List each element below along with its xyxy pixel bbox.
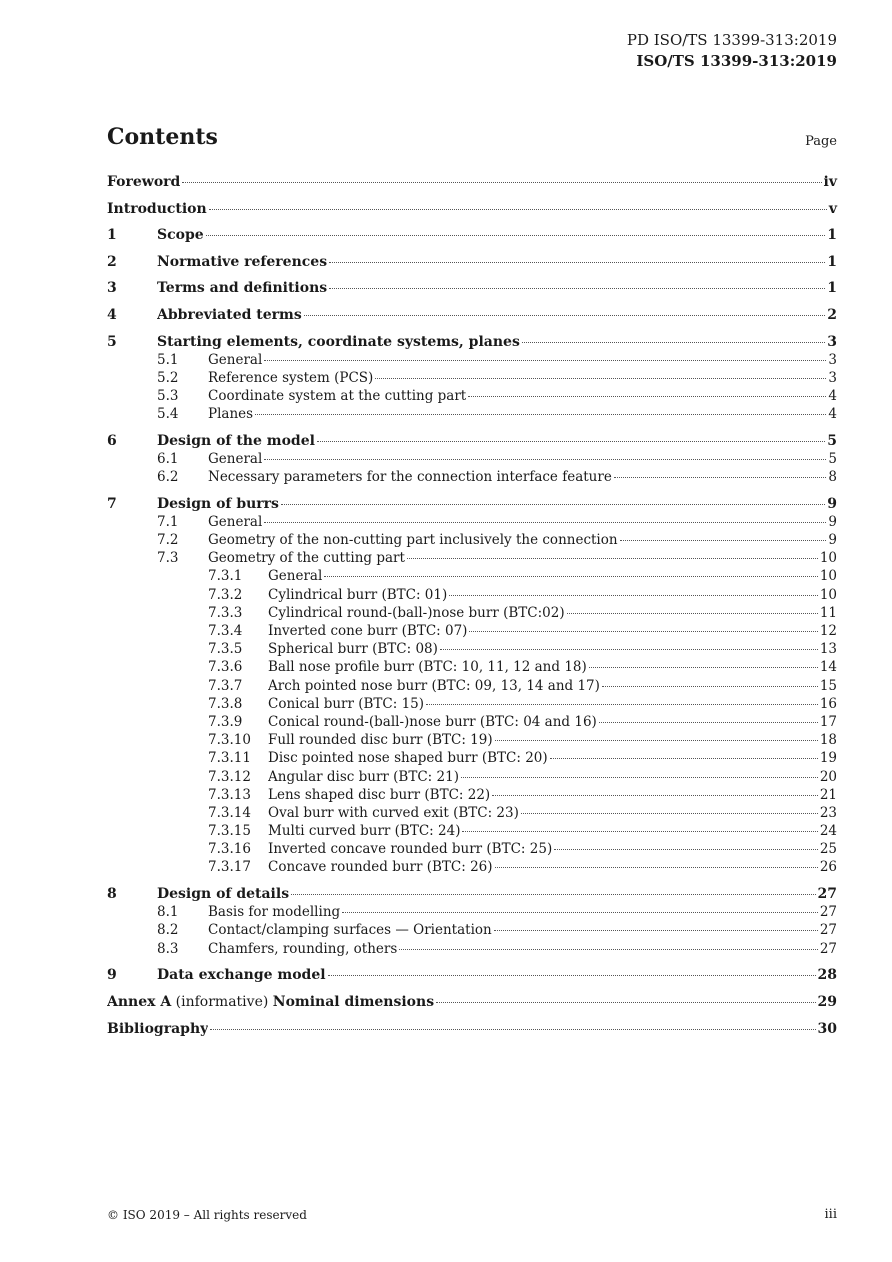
toc-entry-title: Necessary parameters for the connection interface feature [208, 469, 612, 486]
toc-leader-dots [469, 631, 817, 632]
toc-leader-dots [182, 182, 821, 183]
toc-entry-number: 1 [107, 227, 117, 244]
toc-entry-number: 8 [107, 886, 117, 903]
toc-leader-dots [602, 686, 818, 687]
toc-entry[interactable] [107, 605, 837, 623]
footer-copyright: © ISO 2019 – All rights reserved [107, 1208, 307, 1222]
toc-entry-label [268, 568, 322, 584]
toc-entry[interactable] [107, 805, 837, 823]
toc-entry-title: Conical burr (BTC: 15) [268, 695, 425, 712]
toc-leader-dots [281, 504, 825, 505]
toc-entry-label [157, 496, 279, 512]
toc-entry-page: 17 [819, 713, 837, 730]
toc-entry-title: Cylindrical burr (BTC: 01) [268, 586, 448, 603]
toc-entry-page: 11 [819, 604, 837, 621]
toc-entry-label [268, 823, 460, 839]
toc-entry-title: Lens shaped disc burr (BTC: 22) [268, 786, 491, 803]
toc-leader-dots [426, 704, 818, 705]
toc-entry-number: 8.1 [157, 904, 179, 921]
toc-entry-title: Inverted concave rounded burr (BTC: 25) [268, 841, 553, 858]
toc-entry-title: Terms and definitions [157, 280, 328, 297]
toc-entry-page: 20 [819, 768, 837, 785]
toc-entry[interactable] [107, 623, 837, 641]
toc-leader-dots [399, 949, 818, 950]
toc-entry-page: 27 [817, 886, 837, 903]
toc-entry-page: 4 [828, 406, 837, 423]
page-column-label: Page [805, 134, 837, 149]
toc-entry-label [268, 732, 493, 748]
toc-entry-title: General [208, 513, 263, 530]
toc-entry-number: 7.3.13 [208, 786, 251, 803]
toc-entry[interactable] [107, 750, 837, 768]
toc-entry-page: 26 [819, 859, 837, 876]
toc-entry-page: 3 [828, 369, 837, 386]
toc-leader-dots [449, 595, 818, 596]
toc-entry[interactable] [107, 254, 837, 272]
toc-entry-number: 4 [107, 306, 117, 323]
toc-entry-number: 8.2 [157, 922, 179, 939]
toc-entry-label [268, 641, 438, 657]
toc-entry-page: 10 [819, 550, 837, 567]
toc-entry-page: 29 [817, 993, 837, 1010]
toc-entry-number: 7.3.5 [208, 641, 243, 658]
toc-entry[interactable] [107, 859, 837, 877]
toc-entry-page: 9 [827, 495, 837, 512]
toc-entry-label [208, 904, 340, 920]
toc-entry[interactable] [107, 406, 837, 424]
toc-leader-dots [461, 777, 818, 778]
toc-entry-label [268, 859, 493, 875]
toc-leader-dots [614, 477, 827, 478]
toc-entry-number: 7.3.3 [208, 604, 243, 621]
toc-entry-label [157, 334, 520, 350]
toc-entry-title: General [208, 351, 263, 368]
toc-entry-page: 19 [819, 750, 837, 767]
toc-leader-dots [492, 795, 818, 796]
toc-entry-label [268, 714, 597, 730]
toc-entry[interactable] [107, 714, 837, 732]
toc-entry-title: Nominal dimensions [272, 993, 435, 1010]
toc-entry-title: Foreword [107, 174, 181, 190]
toc-entry-title: General [208, 450, 263, 467]
toc-leader-dots [210, 1029, 815, 1030]
toc-entry-label [268, 623, 467, 639]
toc-entry-label [208, 514, 262, 530]
toc-entry[interactable] [107, 587, 837, 605]
toc-leader-dots [462, 831, 817, 832]
toc-entry-title: Cylindrical round-(ball-)nose burr (BTC:02) [268, 604, 565, 621]
table-of-contents [107, 174, 837, 1039]
toc-entry-label [157, 967, 326, 983]
toc-entry-page: 28 [817, 967, 837, 984]
toc-leader-dots [264, 522, 826, 523]
toc-entry-number: 7.3.9 [208, 713, 243, 730]
toc-entry-page: 1 [827, 280, 837, 297]
toc-entry-number: 7.3.15 [208, 823, 251, 840]
toc-entry-title: Oval burr with curved exit (BTC: 23) [268, 804, 519, 821]
toc-entry[interactable] [107, 994, 837, 1012]
toc-entry-label [268, 659, 587, 675]
toc-entry-number: 7.3.2 [208, 586, 243, 603]
toc-entry-label [107, 1021, 208, 1037]
toc-entry-page: 1 [827, 253, 837, 270]
toc-entry[interactable] [107, 433, 837, 451]
toc-leader-dots [494, 930, 818, 931]
toc-entry-label [268, 841, 552, 857]
toc-entry-title: Spherical burr (BTC: 08) [268, 641, 438, 658]
toc-entry-number: 6.1 [157, 450, 179, 467]
toc-entry-label [157, 280, 327, 296]
toc-entry[interactable] [107, 696, 837, 714]
toc-entry-title: Introduction [107, 200, 207, 217]
toc-entry-label [208, 922, 492, 938]
toc-entry-title: Inverted cone burr (BTC: 07) [268, 623, 468, 639]
toc-leader-dots [567, 613, 818, 614]
toc-entry-annex-type: (informative) [171, 993, 273, 1010]
toc-entry-title: Normative references [157, 253, 328, 270]
toc-entry-title: Full rounded disc burr (BTC: 19) [268, 732, 493, 749]
toc-entry-title: Data exchange model [157, 967, 326, 984]
toc-entry-title: Coordinate system at the cutting part [208, 387, 467, 404]
toc-leader-dots [304, 315, 826, 316]
toc-entry-label [268, 696, 424, 712]
toc-entry-label [208, 941, 397, 957]
toc-entry[interactable] [107, 967, 837, 985]
toc-entry-label [107, 174, 180, 190]
toc-entry-number: 7.3.16 [208, 841, 251, 858]
toc-entry-page: v [828, 200, 837, 217]
toc-entry-label [208, 451, 262, 467]
header-line-1: PD ISO/TS 13399-313:2019 [626, 31, 837, 49]
toc-entry-number: 7.3 [157, 550, 179, 567]
toc-entry-title: Chamfers, rounding, others [208, 940, 398, 957]
toc-entry-title: Starting elements, coordinate systems, planes [157, 333, 520, 350]
toc-leader-dots [495, 867, 818, 868]
toc-entry-number: 7.1 [157, 513, 179, 530]
toc-entry-title: Ball nose profile burr (BTC: 10, 11, 12 and 18) [268, 659, 587, 676]
toc-entry-page: 5 [828, 450, 837, 467]
toc-entry-page: 9 [828, 513, 837, 530]
toc-entry-title: Design of burrs [157, 495, 279, 512]
toc-entry-number: 7.3.4 [208, 623, 243, 639]
toc-entry-label [157, 433, 315, 449]
toc-entry-label [268, 750, 548, 766]
toc-entry[interactable] [107, 550, 837, 568]
toc-entry-page: 27 [819, 940, 837, 957]
toc-entry-page: 2 [827, 306, 837, 323]
toc-entry-page: 24 [819, 823, 837, 840]
toc-entry-title: Basis for modelling [208, 904, 341, 921]
toc-entry-number: 5.3 [157, 387, 179, 404]
toc-entry-title: Abbreviated terms [157, 306, 302, 323]
toc-entry[interactable] [107, 388, 837, 406]
toc-entry-number: 9 [107, 967, 117, 984]
toc-entry-page: 16 [819, 695, 837, 712]
toc-entry-title: Design of details [157, 886, 290, 903]
toc-entry[interactable] [107, 370, 837, 388]
toc-leader-dots [328, 975, 816, 976]
toc-entry-label [268, 787, 490, 803]
toc-entry-label [268, 605, 565, 621]
toc-entry-number: 7.3.7 [208, 677, 243, 694]
toc-leader-dots [521, 813, 818, 814]
toc-entry-number: 3 [107, 280, 117, 297]
toc-entry-page: 18 [819, 732, 837, 749]
toc-entry-title: Bibliography [107, 1020, 209, 1037]
toc-entry[interactable] [107, 174, 837, 192]
toc-entry-page: 25 [819, 841, 837, 858]
toc-entry-number: 6.2 [157, 469, 179, 486]
toc-entry-page: 15 [819, 677, 837, 694]
toc-entry-page: 12 [819, 623, 837, 639]
toc-entry-number: 5.1 [157, 351, 179, 368]
toc-entry-title: Scope [157, 227, 204, 244]
toc-leader-dots [329, 288, 825, 289]
toc-entry-title: Planes [208, 406, 254, 423]
toc-leader-dots [599, 722, 818, 723]
toc-entry-page: 4 [828, 387, 837, 404]
toc-entry[interactable] [107, 201, 837, 219]
toc-entry[interactable] [107, 568, 837, 586]
toc-entry-title: Design of the model [157, 432, 315, 449]
toc-entry[interactable] [107, 280, 837, 298]
toc-entry-number: 7.3.6 [208, 659, 243, 676]
toc-entry-page: 3 [828, 351, 837, 368]
toc-entry-number: 7.3.8 [208, 695, 243, 712]
toc-entry-number: 7.2 [157, 532, 179, 549]
toc-entry[interactable] [107, 769, 837, 787]
toc-entry-page: 9 [828, 532, 837, 549]
toc-entry-number: 2 [107, 253, 117, 270]
toc-entry-label [157, 307, 302, 323]
toc-leader-dots [620, 540, 827, 541]
toc-entry-title: Conical round-(ball-)nose burr (BTC: 04 and 16) [268, 713, 597, 730]
toc-entry-title: Disc pointed nose shaped burr (BTC: 20) [268, 750, 548, 767]
toc-entry-number: 6 [107, 432, 117, 449]
toc-entry-number: 7.3.17 [208, 859, 251, 876]
toc-entry-label [208, 352, 262, 368]
toc-entry-page: 14 [819, 659, 837, 676]
toc-entry-label [157, 254, 327, 270]
toc-entry-page: 23 [819, 804, 837, 821]
toc-entry-title: Geometry of the cutting part [208, 550, 405, 567]
toc-entry-label [107, 994, 434, 1010]
toc-entry-number: 7.3.11 [208, 750, 251, 767]
toc-entry[interactable] [107, 678, 837, 696]
toc-entry-label [208, 469, 612, 485]
toc-entry-page: 30 [817, 1020, 837, 1037]
toc-entry-title: Reference system (PCS) [208, 369, 374, 386]
toc-leader-dots [522, 342, 825, 343]
toc-leader-dots [317, 441, 825, 442]
toc-entry-number: 7.3.14 [208, 804, 251, 821]
toc-entry-label [268, 805, 519, 821]
toc-entry[interactable] [107, 496, 837, 514]
toc-entry[interactable] [107, 941, 837, 959]
toc-entry[interactable] [107, 532, 837, 550]
toc-entry[interactable] [107, 334, 837, 352]
toc-entry[interactable] [107, 787, 837, 805]
toc-entry-number: 5.4 [157, 406, 179, 423]
toc-entry-label [157, 227, 204, 243]
toc-entry-title: General [268, 568, 323, 585]
toc-entry[interactable] [107, 922, 837, 940]
toc-entry-title: Arch pointed nose burr (BTC: 09, 13, 14 and 17) [268, 677, 600, 694]
toc-leader-dots [468, 396, 826, 397]
toc-entry-prefix: Annex A [107, 993, 172, 1010]
header-line-2: ISO/TS 13399-313:2019 [636, 52, 837, 70]
toc-entry-title: Contact/clamping surfaces — Orientation [208, 922, 492, 939]
toc-leader-dots [407, 558, 818, 559]
toc-leader-dots [329, 262, 825, 263]
toc-entry-label [268, 587, 447, 603]
toc-entry-page: 27 [819, 904, 837, 921]
toc-entry-page: 3 [827, 333, 837, 350]
toc-entry-label [208, 388, 466, 404]
toc-entry[interactable] [107, 352, 837, 370]
toc-entry-title: Multi curved burr (BTC: 24) [268, 823, 461, 840]
toc-leader-dots [550, 758, 818, 759]
toc-entry-page: 8 [828, 469, 837, 486]
toc-entry-page: iv [823, 174, 837, 190]
toc-leader-dots [291, 894, 815, 895]
toc-leader-dots [436, 1002, 815, 1003]
toc-entry-page: 1 [827, 227, 837, 244]
toc-entry-label [208, 406, 253, 422]
toc-entry-number: 7.3.1 [208, 568, 243, 585]
toc-leader-dots [375, 378, 826, 379]
toc-entry-page: 13 [819, 641, 837, 658]
toc-entry-label [208, 532, 618, 548]
contents-title: Contents [107, 124, 218, 150]
toc-entry[interactable] [107, 451, 837, 469]
toc-entry[interactable] [107, 904, 837, 922]
toc-entry-number: 7.3.12 [208, 768, 251, 785]
toc-entry[interactable] [107, 841, 837, 859]
toc-entry-page: 5 [827, 432, 837, 449]
toc-leader-dots [209, 209, 827, 210]
toc-entry[interactable] [107, 732, 837, 750]
toc-entry-number: 5 [107, 333, 117, 350]
toc-entry-label [208, 550, 405, 566]
toc-entry-label [268, 769, 459, 785]
toc-entry[interactable] [107, 886, 837, 904]
toc-entry[interactable] [107, 469, 837, 487]
toc-entry[interactable] [107, 514, 837, 532]
toc-entry-label [107, 201, 207, 217]
toc-entry-title: Angular disc burr (BTC: 21) [268, 768, 459, 785]
toc-entry-label [157, 886, 289, 902]
toc-leader-dots [206, 235, 826, 236]
toc-entry[interactable] [107, 823, 837, 841]
toc-entry[interactable] [107, 659, 837, 677]
toc-entry[interactable] [107, 1021, 837, 1039]
toc-entry-label [208, 370, 373, 386]
toc-leader-dots [264, 459, 826, 460]
toc-entry-number: 5.2 [157, 369, 179, 386]
toc-entry[interactable] [107, 227, 837, 245]
toc-entry-number: 7 [107, 495, 117, 512]
toc-leader-dots [324, 576, 818, 577]
toc-leader-dots [255, 414, 826, 415]
toc-entry-page: 10 [819, 568, 837, 585]
toc-entry[interactable] [107, 307, 837, 325]
toc-entry-label [268, 678, 600, 694]
toc-leader-dots [495, 740, 818, 741]
toc-entry-title: Geometry of the non-cutting part inclusively the connection [208, 532, 618, 549]
footer-page-number: iii [824, 1207, 837, 1222]
toc-leader-dots [440, 649, 818, 650]
toc-entry-page: 21 [819, 786, 837, 803]
toc-entry-page: 10 [819, 586, 837, 603]
toc-entry-title: Concave rounded burr (BTC: 26) [268, 859, 493, 876]
toc-leader-dots [589, 667, 818, 668]
toc-leader-dots [342, 912, 818, 913]
toc-leader-dots [264, 360, 826, 361]
toc-entry-number: 8.3 [157, 940, 179, 957]
toc-leader-dots [554, 849, 818, 850]
toc-entry[interactable] [107, 641, 837, 659]
toc-entry-page: 27 [819, 922, 837, 939]
toc-entry-number: 7.3.10 [208, 732, 251, 749]
